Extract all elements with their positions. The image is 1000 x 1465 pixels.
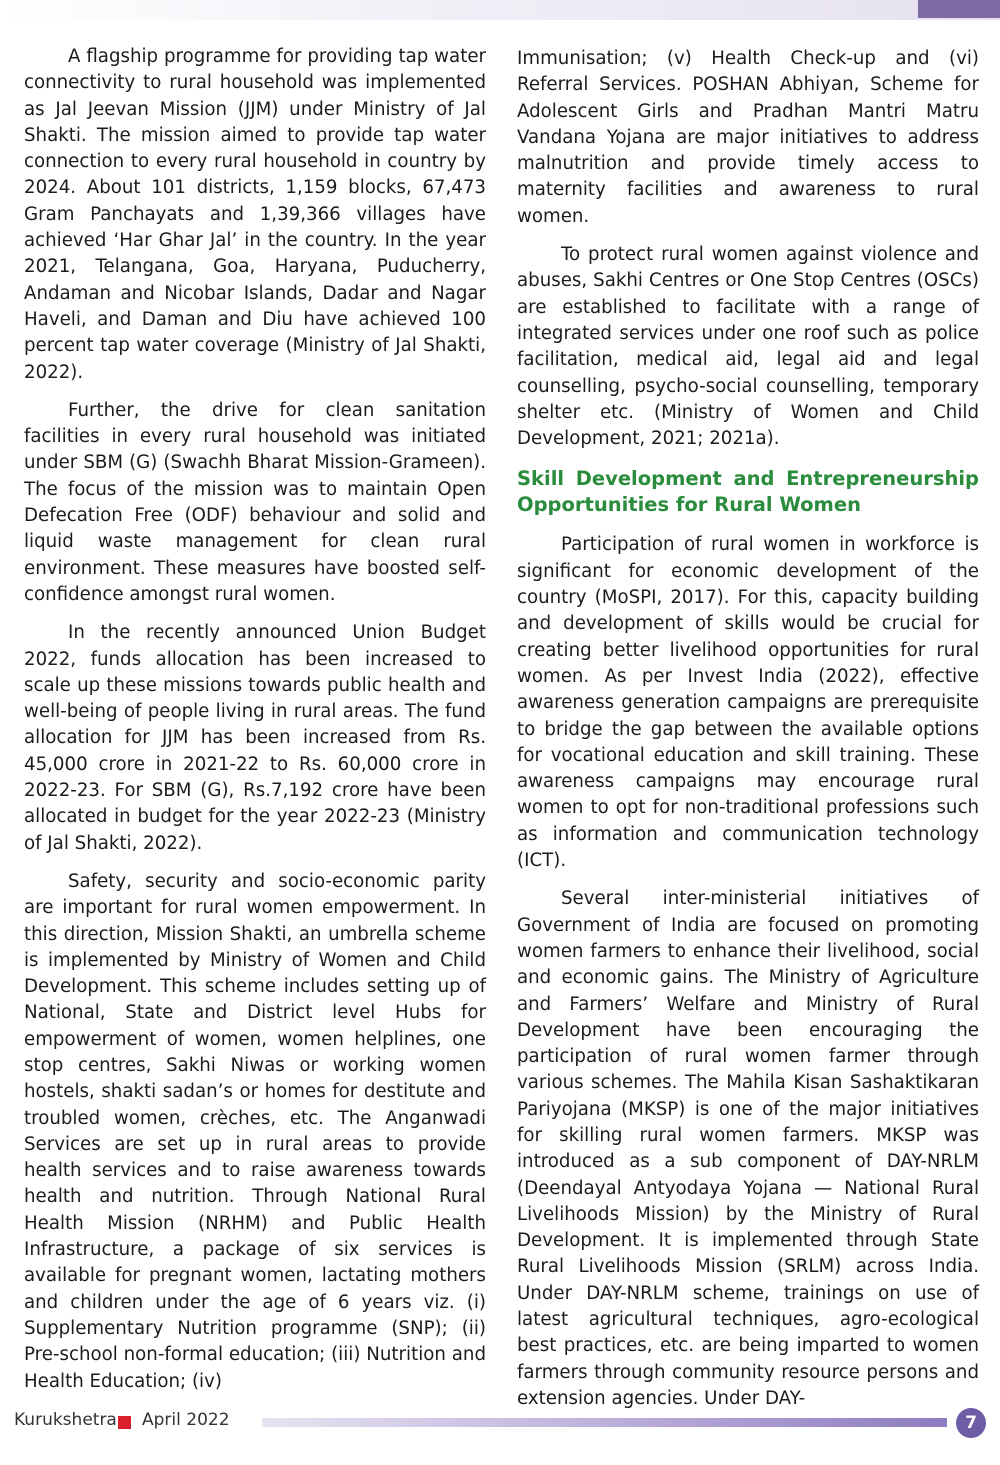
paragraph-mission-shakti: Safety, security and socio-economic parity are important for rural women empowerment. In this direction, Mission Shakti, an umbrella scheme is implemented by Ministry of Women and Child Development. This scheme includes setting up of National, State and District level Hubs for empowerment of women, women helplines, one stop centres, Sakhi Niwas or working women hostels, shakti sadan’s or homes for destitute and troubled women, crèches, etc. The Anganwadi Services are set up in rural areas to provide health services and to raise awareness towards health and nutrition. Through National Rural Health Mission (NRHM) and Public Health Infrastructure, a package of six services is available for pregnant women, lactating mothers and children under the age of 6 years viz. (i) Supplementary Nutrition programme (SNP); (ii) Pre-school non-formal education; (iii) Nutrition and Health Education; (iv)	[24, 870, 486, 1392]
right-column	[517, 46, 979, 1424]
left-column	[24, 44, 486, 1407]
section-heading: Skill Development and Entrepreneurship Opportunities for Rural Women	[517, 467, 979, 517]
paragraph-swachh-bharat-mission: Further, the drive for clean sanitation facilities in every rural household was initiated under SBM (G) (Swachh Bharat Mission-Grameen). The focus of the mission was to maintain Open Defecation Free (ODF) behaviour and solid and liquid waste management for clean rural environment. These measures have boosted self-confidence amongst rural women.	[24, 399, 486, 605]
header-strip	[0, 0, 1000, 20]
publication-name: Kurukshetra	[14, 1410, 117, 1430]
issue-date: April 2022	[142, 1410, 230, 1430]
paragraph-workforce-participation: Participation of rural women in workforce is significant for economic development of the country (MoSPI, 2017). For this, capacity building and development of skills would be crucial for creating better livelihood opportunities for rural women. As per Invest India (2022), effective awareness generation campaigns are prerequisite to bridge the gap between the available options for vocational education and skill training. These awareness campaigns may encourage rural women to opt for non-traditional professions such as information and communication technology (ICT).	[517, 534, 979, 872]
paragraph-inter-ministerial-initiatives: Several inter-ministerial initiatives of Government of India are focused on promoting women farmers to enhance their livelihood, social and economic gains. The Ministry of Agriculture and Farmers’ Welfare and Ministry of Rural Development have been encouraging the participation of rural women farmer through various schemes. The Mahila Kisan Sashaktikaran Pariyojana (MKSP) is one of the major initiatives for skilling rural women farmers. MKSP was introduced as a sub component of DAY-NRLM (Deendayal Antyodaya Yojana — National Rural Livelihoods Mission) by the Ministry of Rural Development. It is implemented through State Rural Livelihoods Mission (SRLM) across India. Under DAY-NRLM scheme, trainings on use of latest agricultural techniques, agro-ecological best practices, etc. are being imparted to women farmers through community resource persons and extension agencies. Under DAY-	[517, 888, 979, 1409]
footer-gradient-bar	[262, 1418, 947, 1427]
footer-red-square	[118, 1416, 131, 1429]
paragraph-immunisation-continued: Immunisation; (v) Health Check-up and (vi) Referral Services. POSHAN Abhiyan, Scheme for Adolescent Girls and Pradhan Mantri Matru Vandana Yojana are major initiatives to address malnutrition and provide timely access to maternity facilities and awareness to rural women.	[517, 48, 979, 227]
paragraph-union-budget: In the recently announced Union Budget 2022, funds allocation has been increased to scale up these missions towards public health and well-being of people living in rural areas. The fund allocation for JJM has been increased from Rs. 45,000 crore in 2021-22 to Rs. 60,000 crore in 2022-23. For SBM (G), Rs.7,192 crore have been allocated in budget for the year 2022-23 (Ministry of Jal Shakti, 2022).	[24, 622, 486, 854]
page-number-badge: 7	[956, 1408, 986, 1438]
page-footer	[14, 1408, 994, 1438]
header-accent-block	[918, 0, 1000, 18]
paragraph-sakhi-centres: To protect rural women against violence and abuses, Sakhi Centres or One Stop Centres (OSCs) are established to facilitate with a range of integrated services under one roof such as police facilitation, medical aid, legal aid and legal counselling, psycho-social counselling, temporary shelter etc. (Ministry of Women and Child Development, 2021; 2021a).	[517, 244, 979, 450]
paragraph-jal-jeevan-mission: A flagship programme for providing tap water connectivity to rural household was implemented as Jal Jeevan Mission (JJM) under Ministry of Jal Shakti. The mission aimed to provide tap water connection to every rural household in country by 2024. About 101 districts, 1,159 blocks, 67,473 Gram Panchayats and 1,39,366 villages have achieved ‘Har Ghar Jal’ in the country. In the year 2021, Telangana, Goa, Haryana, Puducherry, Andaman and Nicobar Islands, Dadar and Nagar Haveli, and Daman and Diu have achieved 100 percent tap water coverage (Ministry of Jal Shakti, 2022).	[24, 46, 486, 383]
